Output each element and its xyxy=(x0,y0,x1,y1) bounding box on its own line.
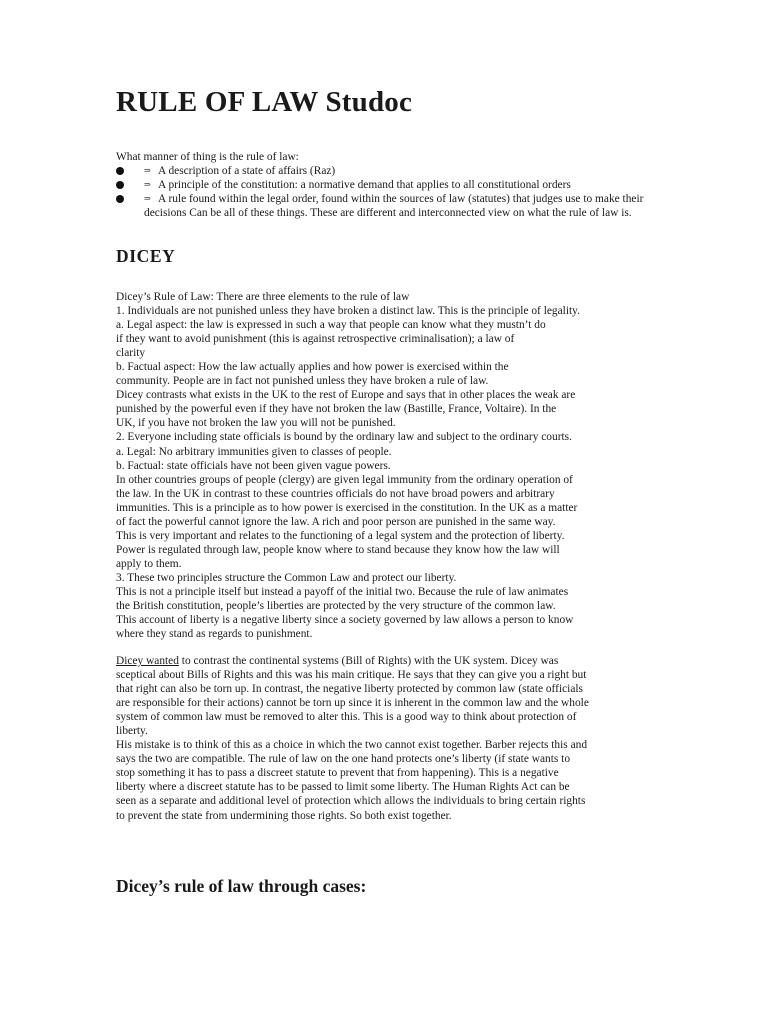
text-line: seen as a separate and additional level of protection which allows the individuals to bring certain rights xyxy=(116,795,586,808)
arrow-bullet-icon: ⇒ xyxy=(144,180,151,189)
text-line: liberty. xyxy=(116,725,148,738)
text-line: His mistake is to think of this as a choice in which the two cannot exist together. Barber rejects this and xyxy=(116,739,588,752)
text-line: 1. Individuals are not punished unless they have broken a distinct law. This is the principle of legality. xyxy=(116,305,580,318)
text-line: a. Legal aspect: the law is expressed in such a way that people can know what they mustn’t do xyxy=(116,319,546,332)
text-line: This is not a principle itself but instead a payoff of the initial two. Because the rule of law animates xyxy=(116,585,569,598)
text-line: says the two are compatible. The rule of law on the one hand protects one’s liberty (if state wants to xyxy=(116,753,571,766)
text-line: immunities. This is a principle as to how power is exercised in the constitution. In the UK as a matter xyxy=(116,501,578,514)
text-line: the British constitution, people’s liberties are protected by the very structure of the common law. xyxy=(116,600,556,613)
intro-bullet-list xyxy=(116,164,656,220)
text-line: In other countries groups of people (clergy) are given legal immunity from the ordinary operation of xyxy=(116,473,573,486)
intro-bullet-item xyxy=(116,164,656,178)
dicey-wanted-body xyxy=(116,654,656,823)
text-line: sceptical about Bills of Rights and this was his main critique. He says that they can give you a right but xyxy=(116,669,587,682)
bullet-dot-icon xyxy=(116,167,124,175)
bullet-dot-icon xyxy=(116,181,124,189)
text-line: a. Legal: No arbitrary immunities given to classes of people. xyxy=(116,445,392,458)
text-line: This is very important and relates to the functioning of a legal system and the protection of liberty. xyxy=(116,529,565,542)
intro-block xyxy=(116,150,656,220)
text-line: the law. In the UK in contrast to these countries officials do not have broad powers and arbitrary xyxy=(116,487,555,500)
text-line: are responsible for their actions) cannot be torn up since it is inherent in the common law and the whole xyxy=(116,697,589,710)
document-title: RULE OF LAW Studoc xyxy=(116,86,413,118)
arrow-bullet-icon: ⇒ xyxy=(144,194,151,203)
text-line: system of common law must be removed to alter this. This is a good way to think about protection of xyxy=(116,711,577,724)
text-line: if they want to avoid punishment (this is against retrospective criminalisation); a law of xyxy=(116,333,515,346)
intro-bullet-text: A rule found within the legal order, found within the sources of law (statutes) that judges use to make their decisions Can be all of these things. These are different and interconnected view on what the rule of law is. xyxy=(144,193,644,219)
text-line: of fact the powerful cannot ignore the law. A rich and poor person are punished in the same way. xyxy=(116,515,556,528)
intro-bullet-item xyxy=(116,192,656,220)
text-line: 3. These two principles structure the Common Law and protect our liberty. xyxy=(116,571,457,584)
text-line: UK, if you have not broken the law you will not be punished. xyxy=(116,417,396,430)
text-line: punished by the powerful even if they have not broken the law (Bastille, France, Voltaire). In the xyxy=(116,403,557,416)
text-line: b. Factual aspect: How the law actually applies and how power is exercised within the xyxy=(116,361,509,374)
section-heading-dicey: DICEY xyxy=(116,246,176,266)
intro-line: What manner of thing is the rule of law: xyxy=(116,151,299,163)
dicey-wanted-lead: Dicey wanted xyxy=(116,655,179,667)
bullet-dot-icon xyxy=(116,195,124,203)
text-line: Power is regulated through law, people know where to stand because they know how the law will xyxy=(116,543,560,556)
text-line: 2. Everyone including state officials is bound by the ordinary law and subject to the ordinary courts. xyxy=(116,431,572,444)
text-line: Dicey’s Rule of Law: There are three elements to the rule of law xyxy=(116,291,410,303)
intro-bullet-text: A principle of the constitution: a normative demand that applies to all constitutional orders xyxy=(158,179,571,191)
text-line xyxy=(116,654,656,668)
text-line: community. People are in fact not punished unless they have broken a rule of law. xyxy=(116,375,489,388)
intro-bullet-text: A description of a state of affairs (Raz) xyxy=(158,165,336,177)
section-heading-cases: Dicey’s rule of law through cases: xyxy=(116,876,367,896)
arrow-bullet-icon: ⇒ xyxy=(144,166,151,175)
dicey-wanted-first-line: to contrast the continental systems (Bill of Rights) with the UK system. Dicey was xyxy=(178,655,559,667)
text-line: clarity xyxy=(116,347,146,360)
dicey-body xyxy=(116,290,656,641)
text-line: liberty where a discreet statute has to be passed to limit some liberty. The Human Rights Act can be xyxy=(116,781,570,794)
text-line: Dicey contrasts what exists in the UK to the rest of Europe and says that in other places the weak are xyxy=(116,389,576,402)
text-line: to prevent the state from undermining those rights. So both exist together. xyxy=(116,809,452,822)
text-line: where they stand as regards to punishment. xyxy=(116,628,313,641)
intro-bullet-item xyxy=(116,178,656,192)
text-line: apply to them. xyxy=(116,557,182,570)
text-line: stop something it has to pass a discreet statute to prevent that from happening). This is a negative xyxy=(116,767,559,780)
text-line: that right can also be torn up. In contrast, the negative liberty protected by common law (state officials xyxy=(116,683,583,696)
text-line: b. Factual: state officials have not been given vague powers. xyxy=(116,459,391,472)
text-line: This account of liberty is a negative liberty since a society governed by law allows a person to know xyxy=(116,614,574,627)
